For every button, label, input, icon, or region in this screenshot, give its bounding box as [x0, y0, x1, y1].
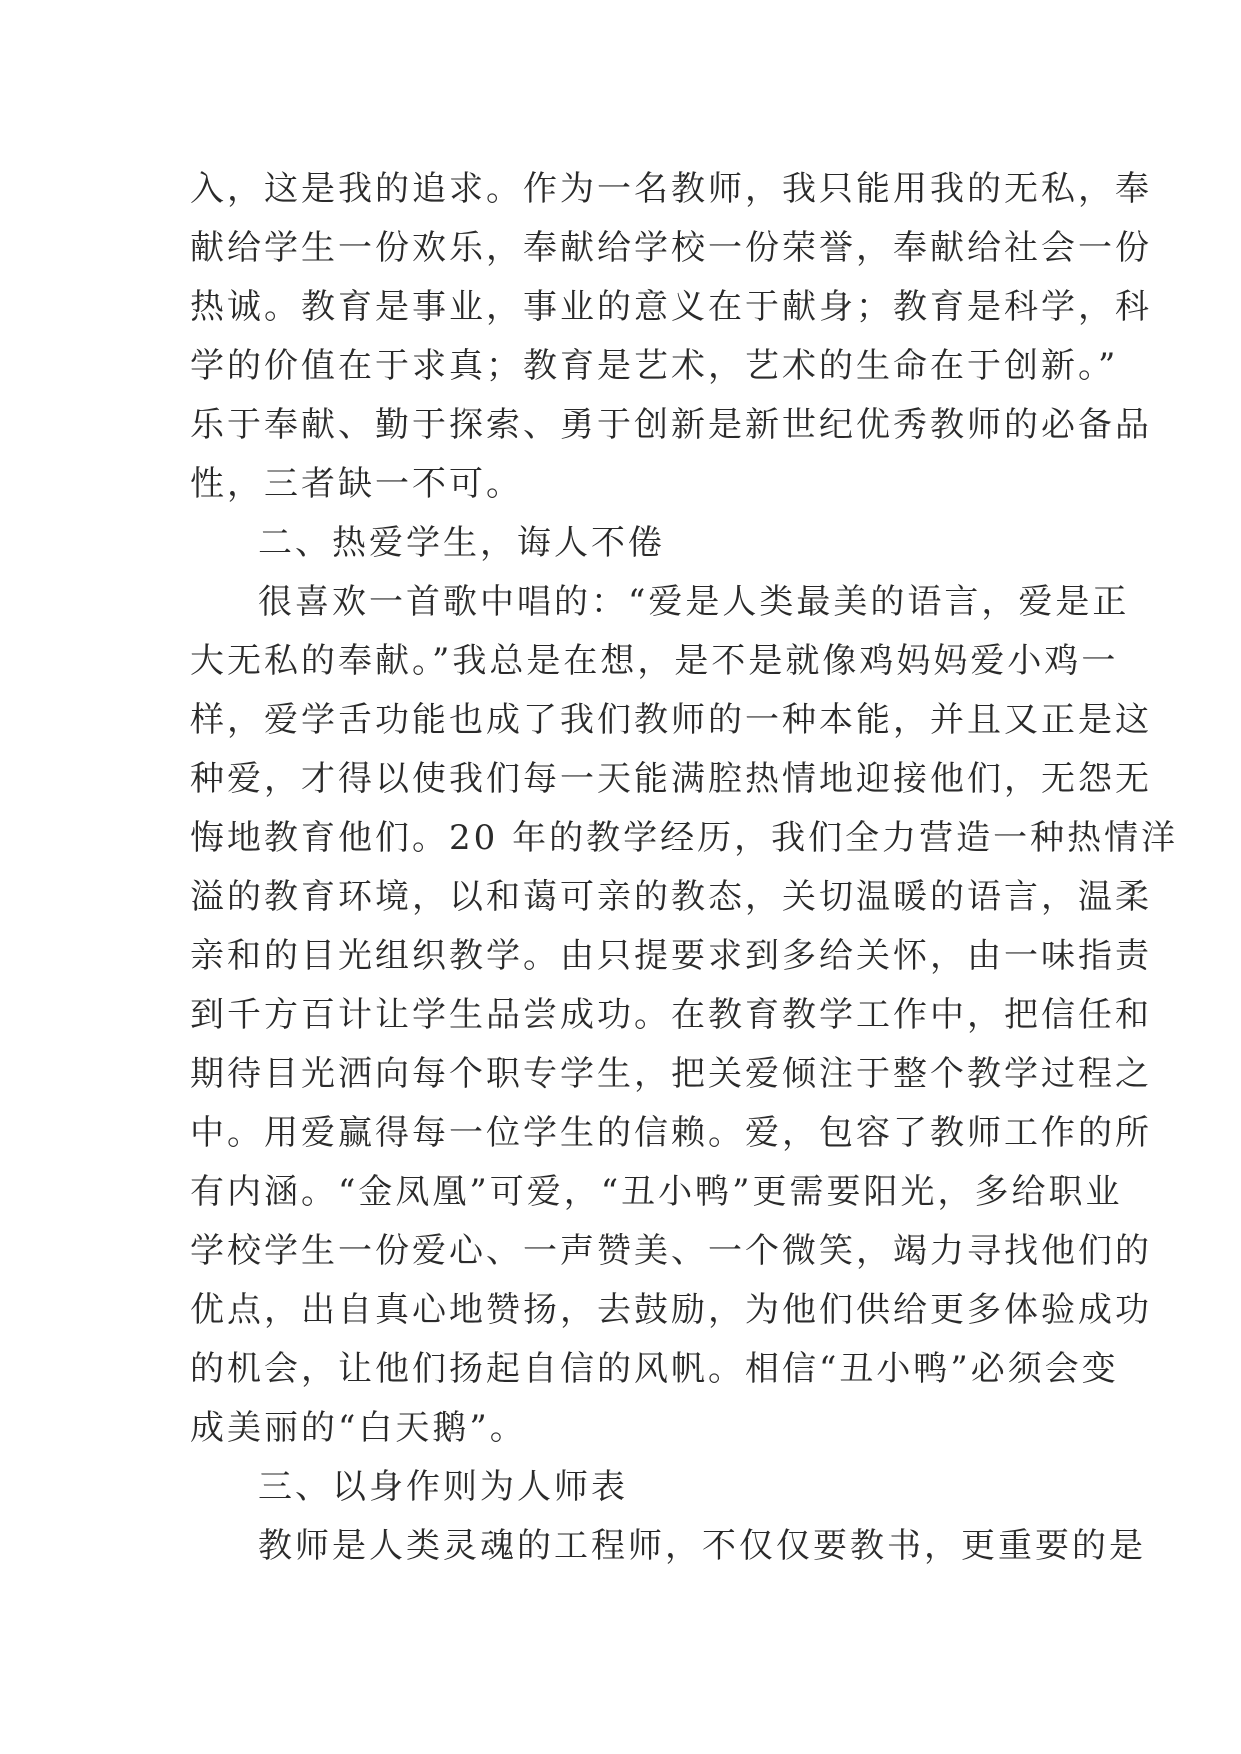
text-line: 献给学生一份欢乐，奉献给学校一份荣誉，奉献给社会一份: [190, 228, 1152, 268]
text-line: 入，这是我的追求。作为一名教师，我只能用我的无私，奉: [190, 169, 1152, 209]
text-line: 优点，出自真心地赞扬，去鼓励，为他们供给更多体验成功: [190, 1290, 1152, 1330]
text-line: 到千方百计让学生品尝成功。在教育教学工作中，把信任和: [190, 995, 1152, 1035]
text-line: 成美丽的“白天鹅”。: [190, 1408, 527, 1448]
text-line: 中。用爱赢得每一位学生的信赖。爱，包容了教师工作的所: [190, 1113, 1152, 1153]
section-heading: 三、以身作则为人师表: [258, 1467, 628, 1507]
text-line: 学的价值在于求真；教育是艺术，艺术的生命在于创新。”: [190, 346, 1119, 386]
text-line: 大无私的奉献。”我总是在想，是不是就像鸡妈妈爱小鸡一: [190, 641, 1119, 681]
text-line: 乐于奉献、勤于探索、勇于创新是新世纪优秀教师的必备品: [190, 405, 1152, 445]
text-line: 教师是人类灵魂的工程师，不仅仅要教书，更重要的是: [258, 1526, 1146, 1566]
text-line: 学校学生一份爱心、一声赞美、一个微笑，竭力寻找他们的: [190, 1231, 1152, 1271]
text-line: 种爱，才得以使我们每一天能满腔热情地迎接他们，无怨无: [190, 759, 1152, 799]
text-line: 悔地教育他们。20 年的教学经历，我们全力营造一种热情洋: [190, 818, 1179, 858]
text-line: 期待目光洒向每个职专学生，把关爱倾注于整个教学过程之: [190, 1054, 1152, 1094]
text-line: 溢的教育环境，以和蔼可亲的教态，关切温暖的语言，温柔: [190, 877, 1152, 917]
text-line: 很喜欢一首歌中唱的：“爱是人类最美的语言，爱是正: [258, 582, 1130, 622]
text-line: 有内涵。“金凤凰”可爱，“丑小鸭”更需要阳光，多给职业: [190, 1172, 1123, 1212]
body-text: [190, 160, 1179, 1576]
text-line: 亲和的目光组织教学。由只提要求到多给关怀，由一味指责: [190, 936, 1152, 976]
text-line: 的机会，让他们扬起自信的风帆。相信“丑小鸭”必须会变: [190, 1349, 1119, 1389]
text-line: 热诚。教育是事业，事业的意义在于献身；教育是科学，科: [190, 287, 1152, 327]
text-line: 样，爱学舌功能也成了我们教师的一种本能，并且又正是这: [190, 700, 1152, 740]
text-line: 性，三者缺一不可。: [190, 464, 523, 504]
section-heading: 二、热爱学生，诲人不倦: [258, 523, 665, 563]
